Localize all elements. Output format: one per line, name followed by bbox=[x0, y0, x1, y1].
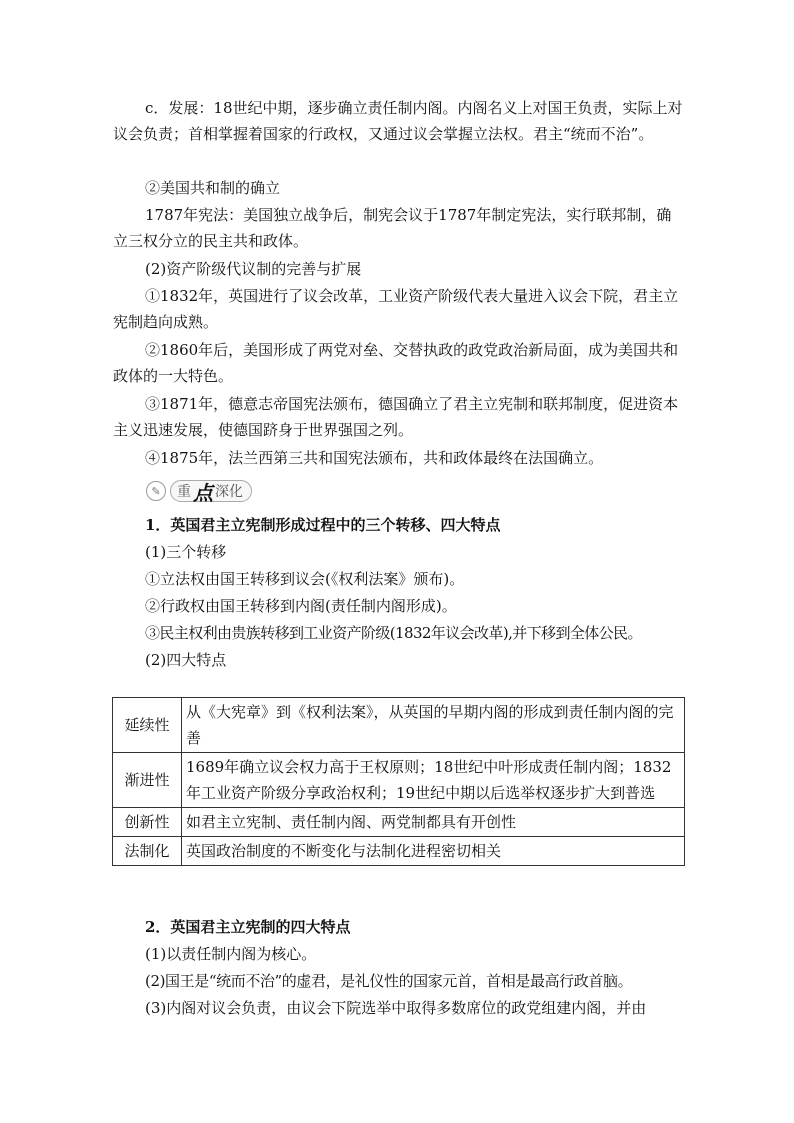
feature-item-2: (2)国王是“统而不治”的虚君，是礼仪性的国家元首，首相是最高行政首脑。 bbox=[145, 972, 633, 990]
table-value: 1689年确立议会权力高于王权原则；18世纪中叶形成责任制内阁；1832年工业资产阶级分享政治权利；19世纪中期以后选举权逐步扩大到普选 bbox=[182, 753, 685, 808]
table-key: 创新性 bbox=[113, 808, 182, 837]
paragraph-1860: ②1860年后，美国形成了两党对垒、交替执政的政党政治新局面，成为美国共和政体的一大特色。 bbox=[113, 341, 679, 385]
table-value: 如君主立宪制、责任制内阁、两党制都具有开创性 bbox=[182, 808, 685, 837]
section-1-sub-1: (1)三个转移 bbox=[145, 543, 227, 561]
features-table bbox=[112, 697, 685, 866]
table-row bbox=[113, 808, 685, 837]
table-row bbox=[113, 837, 685, 866]
badge-label bbox=[170, 480, 252, 505]
paragraph-1875: ④1875年，法兰西第三共和国宪法颁布，共和政体最终在法国确立。 bbox=[145, 449, 604, 467]
paragraph-perfection: (2)资产阶级代议制的完善与扩展 bbox=[145, 260, 362, 278]
feature-item-3: (3)内阁对议会负责，由议会下院选举中取得多数席位的政党组建内阁，并由 bbox=[145, 999, 647, 1017]
transfer-item-2: ②行政权由国王转移到内阁(责任制内阁形成)。 bbox=[145, 597, 457, 615]
section-1-heading: 1．英国君主立宪制形成过程中的三个转移、四大特点 bbox=[145, 516, 501, 534]
feature-item-1: (1)以责任制内阁为核心。 bbox=[145, 945, 317, 963]
transfer-item-3: ③民主权利由贵族转移到工业资产阶级(1832年议会改革),并下移到全体公民。 bbox=[145, 624, 642, 642]
badge-text-3: 深化 bbox=[215, 484, 243, 500]
badge-text-1: 重 bbox=[177, 484, 191, 500]
table-key: 渐进性 bbox=[113, 753, 182, 808]
paragraph-1787: 1787年宪法：美国独立战争后，制宪会议于1787年制定宪法，实行联邦制，确立三权分立的民主共和政体。 bbox=[113, 206, 672, 250]
table-key: 延续性 bbox=[113, 698, 182, 753]
pencil-icon: ✎ bbox=[146, 481, 166, 501]
table-value: 从《大宪章》到《权利法案》，从英国的早期内阁的形成到责任制内阁的完善 bbox=[182, 698, 685, 753]
key-points-badge bbox=[146, 480, 252, 505]
table-row bbox=[113, 753, 685, 808]
paragraph-1871: ③1871年，德意志帝国宪法颁布，德国确立了君主立宪制和联邦制度，促进资本主义迅速发展，使德国跻身于世界强国之列。 bbox=[113, 395, 679, 439]
badge-text-2: 点 bbox=[193, 480, 213, 505]
paragraph-development: c．发展：18世纪中期，逐步确立责任制内阁。内阁名义上对国王负责，实际上对议会负责；首相掌握着国家的行政权，又通过议会掌握立法权。君主“统而不治”。 bbox=[113, 99, 683, 143]
table-value: 英国政治制度的不断变化与法制化进程密切相关 bbox=[182, 837, 685, 866]
transfer-item-1: ①立法权由国王转移到议会(《权利法案》颁布)。 bbox=[145, 570, 465, 588]
paragraph-us-republic: ②美国共和制的确立 bbox=[145, 179, 281, 197]
paragraph-1832: ①1832年，英国进行了议会改革，工业资产阶级代表大量进入议会下院，君主立宪制趋向成熟。 bbox=[113, 287, 679, 331]
section-1-sub-2: (2)四大特点 bbox=[145, 651, 227, 669]
table-row bbox=[113, 698, 685, 753]
table-key: 法制化 bbox=[113, 837, 182, 866]
section-2-heading: 2．英国君主立宪制的四大特点 bbox=[145, 918, 351, 936]
